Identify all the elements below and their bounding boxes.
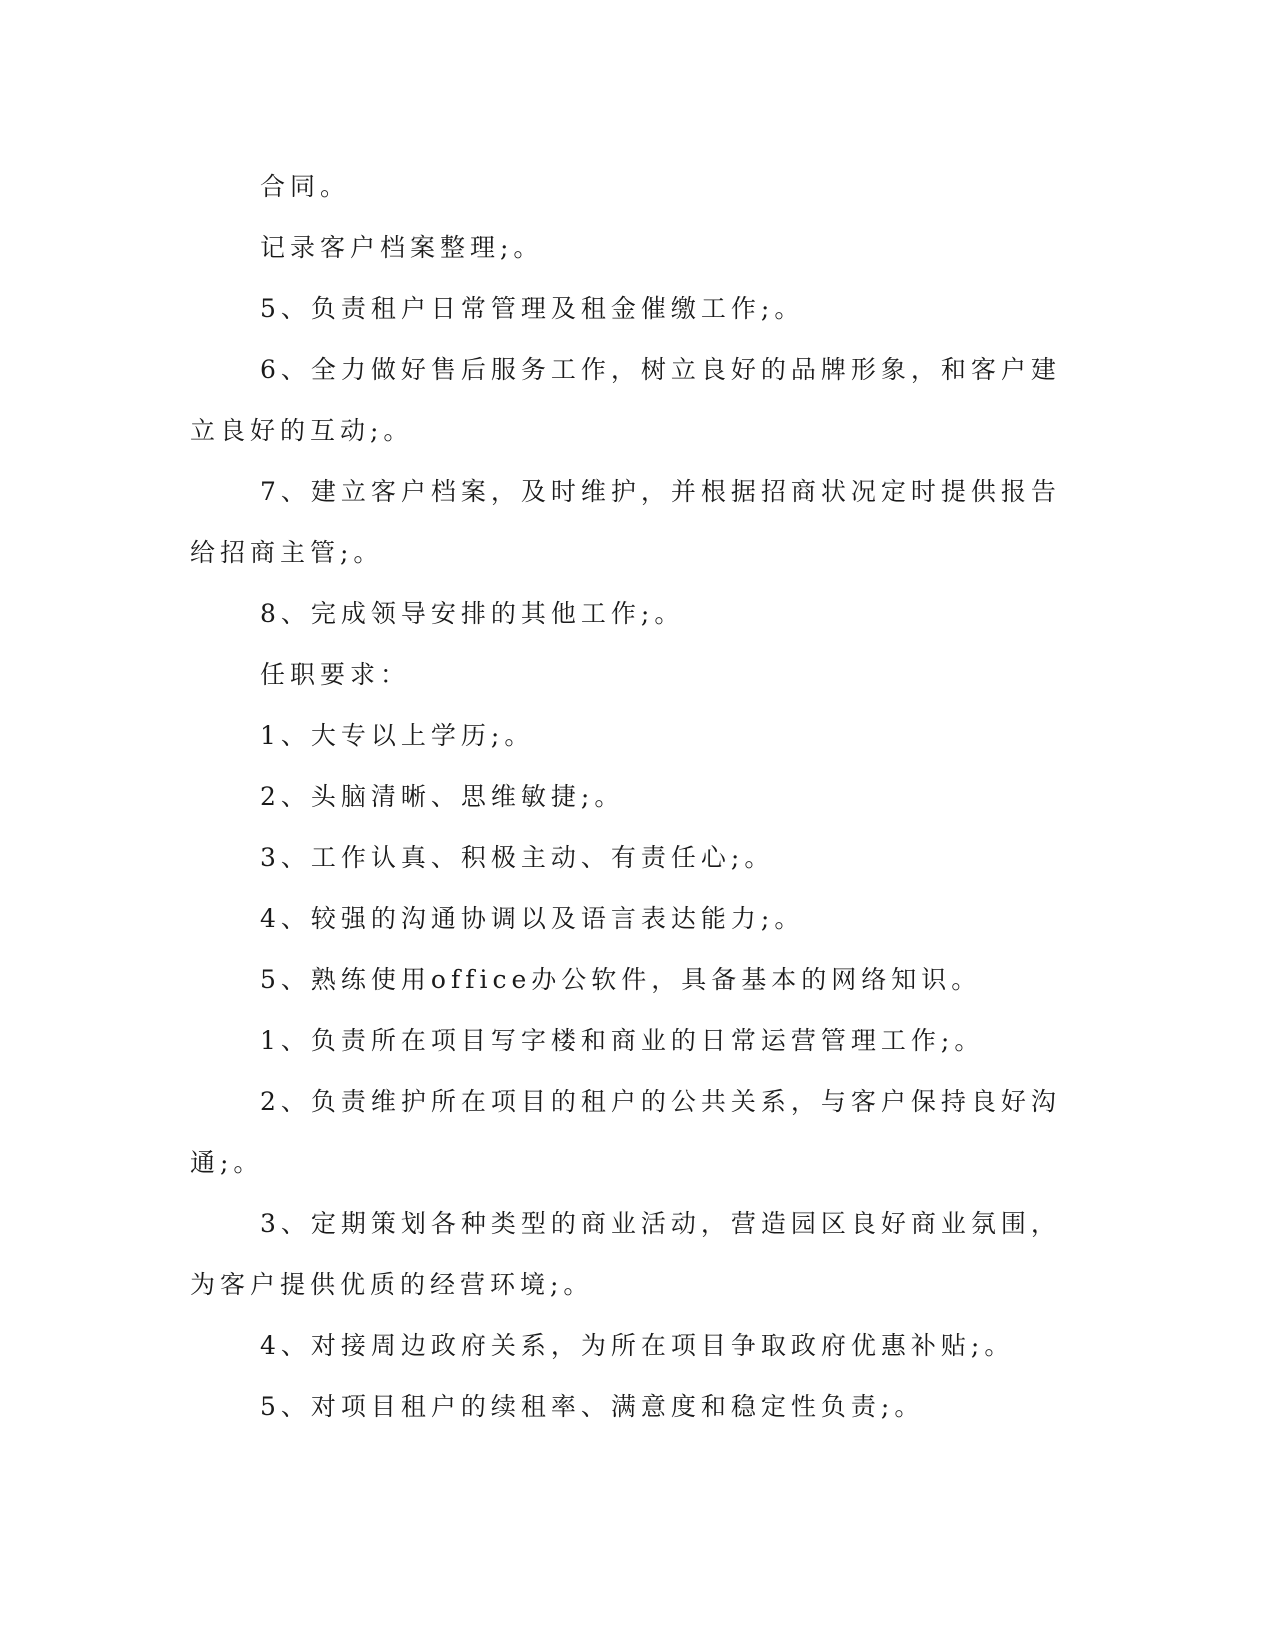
paragraph-ops-duty-5: 5、对项目租户的续租率、满意度和稳定性负责;。: [260, 1392, 925, 1421]
paragraph-ops-duty-2: 2、负责维护所在项目的租户的公共关系，与客户保持良好沟通;。: [190, 1087, 1061, 1177]
paragraph-ops-duty-3: 3、定期策划各种类型的商业活动，营造园区良好商业氛围，为客户提供优质的经营环境;。: [190, 1209, 1061, 1299]
paragraph-record-archives: 记录客户档案整理;。: [260, 233, 544, 262]
paragraph-requirement-4: 4、较强的沟通协调以及语言表达能力;。: [260, 904, 805, 933]
paragraph-requirement-2: 2、头脑清晰、思维敏捷;。: [260, 782, 625, 811]
paragraph-duty-7: 7、建立客户档案，及时维护，并根据招商状况定时提供报告给招商主管;。: [190, 477, 1061, 567]
paragraph-requirement-1: 1、大专以上学历;。: [260, 721, 535, 750]
paragraph-duty-5: 5、负责租户日常管理及租金催缴工作;。: [260, 294, 805, 323]
paragraph-ops-duty-4: 4、对接周边政府关系，为所在项目争取政府优惠补贴;。: [260, 1331, 1015, 1360]
paragraph-requirement-3: 3、工作认真、积极主动、有责任心;。: [260, 843, 775, 872]
paragraph-requirement-5: 5、熟练使用office办公软件，具备基本的网络知识。: [260, 965, 982, 994]
paragraph-duty-6: 6、全力做好售后服务工作，树立良好的品牌形象，和客户建立良好的互动;。: [190, 355, 1061, 445]
paragraph-ops-duty-1: 1、负责所在项目写字楼和商业的日常运营管理工作;。: [260, 1026, 985, 1055]
paragraph-duty-8: 8、完成领导安排的其他工作;。: [260, 599, 685, 628]
section-heading-requirements: 任职要求：: [260, 660, 411, 689]
document-body: [190, 156, 1070, 1437]
paragraph-contract: 合同。: [260, 172, 351, 201]
